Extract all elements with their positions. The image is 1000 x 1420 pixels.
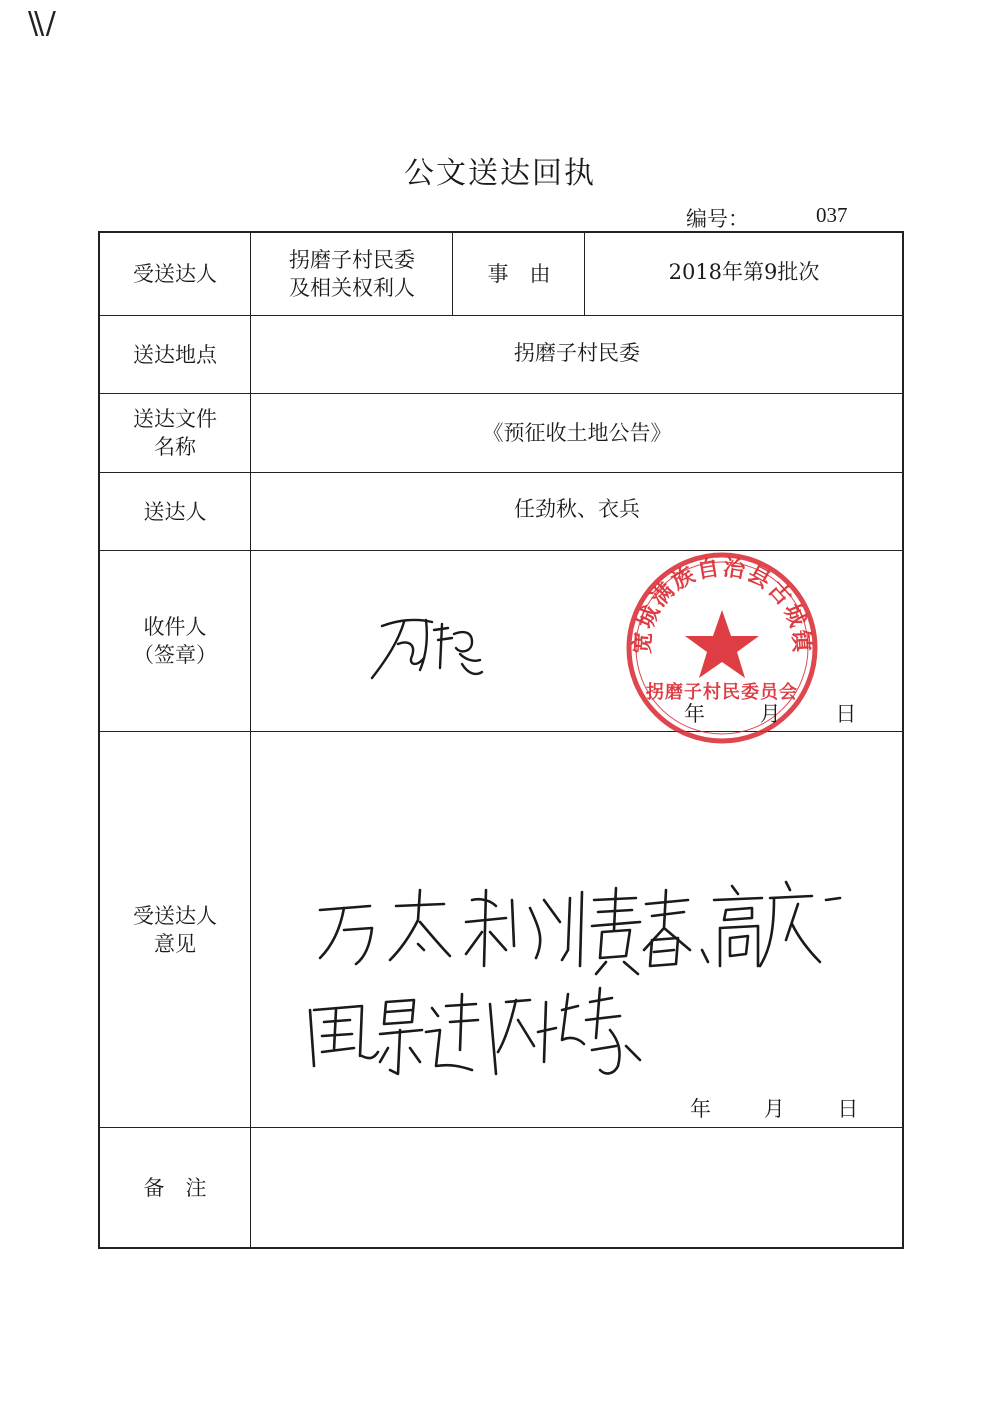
recipient-value-divider	[452, 231, 453, 315]
page-title: 公文送达回执	[404, 156, 596, 191]
reason-label: 事 由	[487, 262, 551, 286]
opinion-date	[690, 1093, 858, 1123]
serial-label: 编号：	[686, 207, 749, 231]
opinion-year-label: 年	[690, 1097, 711, 1121]
receiver-day-label: 日	[835, 702, 857, 726]
document-value: 《预征收土地公告》	[482, 421, 672, 445]
receiver-date	[684, 698, 856, 728]
location-label: 送达地点	[133, 342, 217, 367]
recipient-value: 拐磨子村民委 及相关权利人	[289, 248, 415, 300]
receiver-signature	[368, 598, 488, 688]
receiver-label: 收件人 （签章）	[133, 615, 217, 667]
location-value: 拐磨子村民委	[514, 341, 640, 365]
serial-value: 037	[816, 203, 848, 227]
star-icon	[685, 610, 759, 678]
server-value: 任劲秋、衣兵	[514, 497, 640, 521]
reason-value: 2018年第9批次	[668, 260, 820, 284]
reason-label-divider	[584, 231, 585, 315]
serial-number	[686, 203, 848, 233]
scan-corner-mark: \\ /	[28, 6, 52, 41]
opinion-month-label: 月	[763, 1097, 785, 1121]
document-label: 送达文件 名称	[133, 407, 217, 459]
seal-ring-text: 宽城满族自治县古城镇	[630, 555, 814, 655]
recipient-label: 受送达人	[133, 262, 217, 286]
receiver-month-label: 月	[759, 702, 781, 726]
label-column-divider	[250, 231, 251, 1249]
opinion-handwritten-signatures	[300, 870, 840, 1090]
server-label: 送达人	[143, 499, 207, 524]
seal-bottom-text: 拐磨子村民委员会	[646, 682, 798, 703]
opinion-day-label: 日	[837, 1097, 859, 1121]
opinion-label: 受送达人 意见	[133, 903, 217, 956]
receiver-year-label: 年	[684, 702, 705, 726]
remarks-label: 备 注	[143, 1176, 207, 1200]
